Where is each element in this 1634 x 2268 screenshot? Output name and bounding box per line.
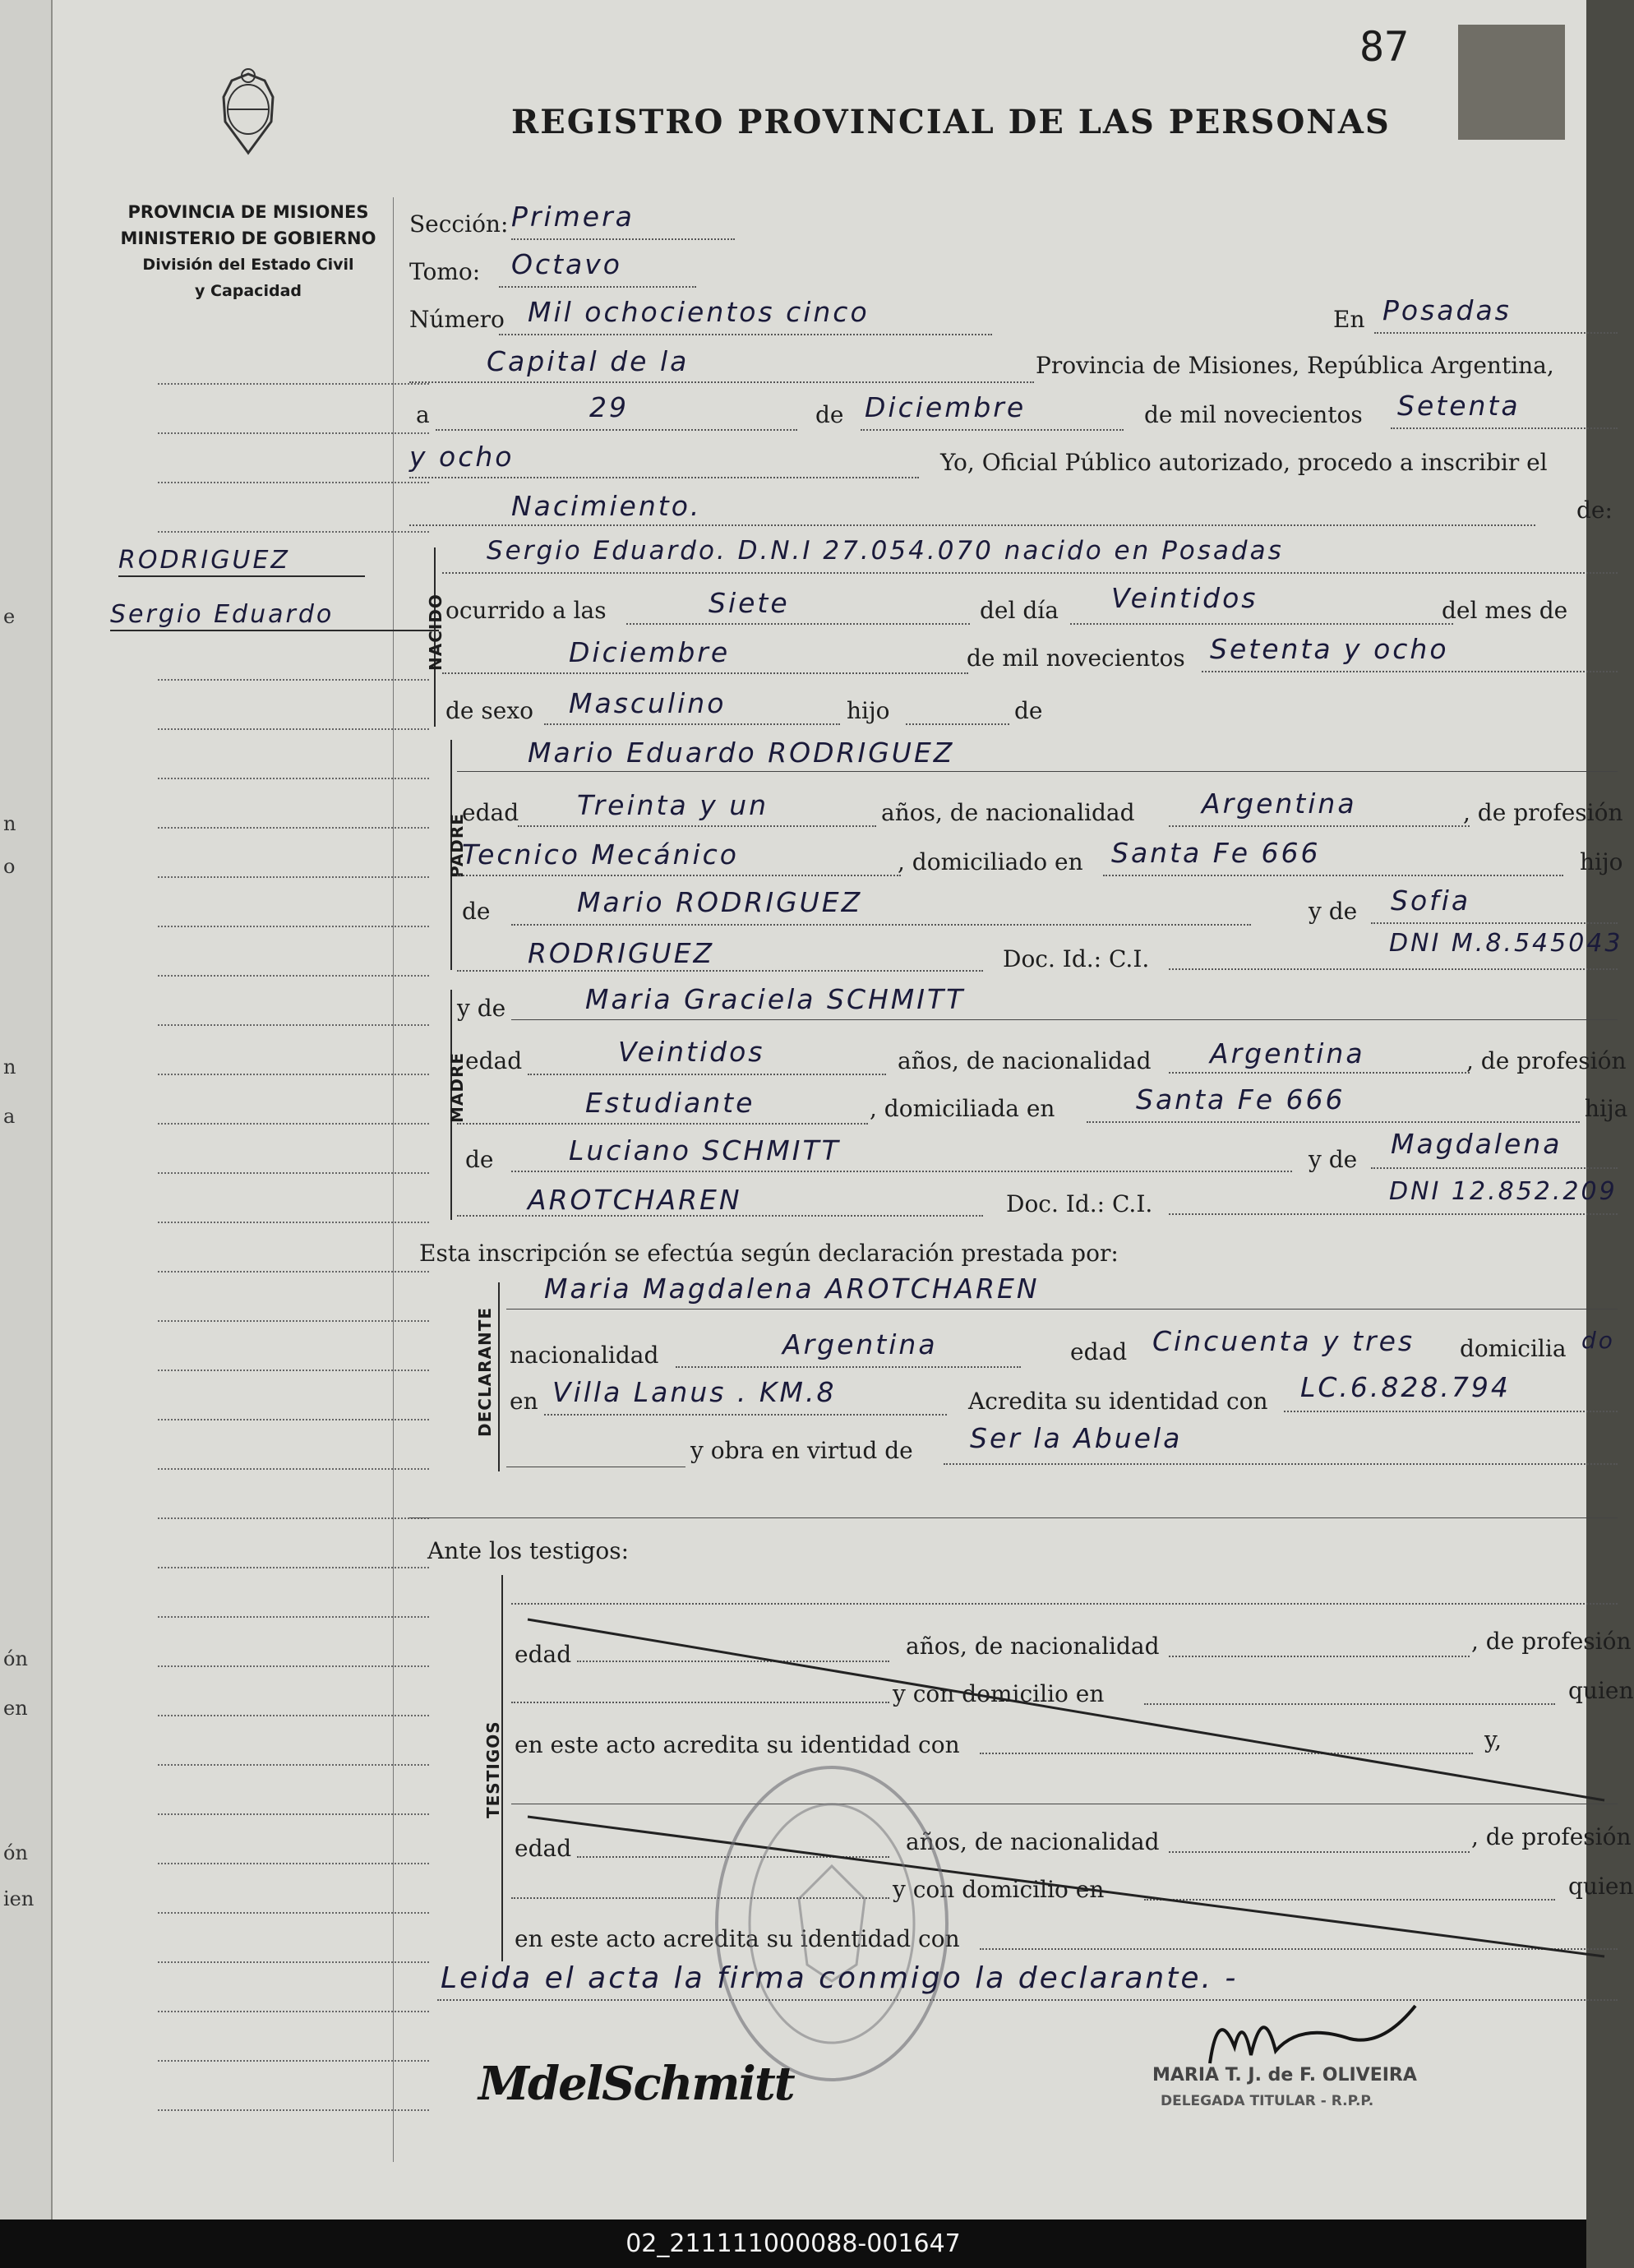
strike-line (528, 1619, 1604, 1800)
seccion-label: Sección: (409, 210, 509, 238)
strike-line (528, 1817, 1604, 1956)
field-line (511, 1603, 1618, 1605)
field-line (544, 1414, 947, 1416)
madre-band: MADRE (447, 1051, 467, 1123)
field-line (457, 875, 901, 876)
edad-label: edad (515, 1641, 572, 1668)
dia-value: Veintidos (1111, 582, 1258, 614)
image-caption: 02_211111000088-001647 (0, 2219, 1586, 2268)
margin-line (158, 1222, 429, 1223)
nacionalidad-value: Argentina (1210, 1037, 1365, 1069)
margin-line (158, 482, 429, 483)
field-line (906, 723, 1009, 725)
abuelo-value: Luciano SCHMITT (569, 1134, 841, 1166)
mes-value: Diciembre (569, 636, 731, 668)
margin-line (158, 1271, 429, 1273)
domicilio-value: Santa Fe 666 (1111, 837, 1321, 869)
domicilio-label: , domiciliada en (870, 1095, 1055, 1122)
testigos-intro: Ante los testigos: (427, 1537, 630, 1564)
abuela-apellido: AROTCHAREN (528, 1184, 742, 1216)
doc-value: DNI 12.852.209 (1389, 1177, 1618, 1206)
nacionalidad-value: Argentina (1202, 788, 1357, 820)
hija-label: hija (1585, 1095, 1628, 1122)
margin-underline (118, 575, 365, 577)
cierre-texto: Leida el acta la firma conmigo la declarante. - (441, 1961, 1239, 1995)
doc-label: Doc. Id.: C.I. (1003, 945, 1150, 972)
padre-nombre: Mario Eduardo RODRIGUEZ (528, 737, 955, 769)
anio-label: de mil novecientos (1144, 401, 1363, 428)
edad-label: edad (515, 1835, 572, 1862)
numero-value: Mil ochocientos cinco (528, 296, 870, 328)
profesion-value: Estudiante (585, 1087, 755, 1119)
abuela-value: Sofia (1391, 885, 1471, 917)
margin-line (158, 728, 429, 730)
profesion-label: , de profesión (1471, 1628, 1632, 1655)
field-line (457, 1215, 983, 1217)
nacionalidad-value: Argentina (782, 1328, 938, 1360)
de-label: de (1014, 697, 1043, 724)
margin-line (158, 1172, 429, 1174)
numero-label: Número (409, 306, 505, 333)
a-label: a (416, 401, 430, 428)
field-line (1070, 623, 1453, 625)
anio-value: Setenta (1397, 390, 1521, 422)
edad-value: Treinta y un (577, 789, 769, 821)
field-line (499, 334, 992, 335)
domicilio-label: domicilia (1460, 1335, 1567, 1362)
field-line (437, 1999, 1618, 2001)
document-title: REGISTRO PROVINCIAL DE LAS PERSONAS (511, 103, 1391, 141)
margin-line (158, 1863, 429, 1864)
margin-line (158, 1715, 429, 1716)
adjacent-text: en (3, 1697, 28, 1720)
anio-value: Setenta y ocho (1210, 633, 1449, 665)
margin-line (158, 1665, 429, 1667)
de-label: de (462, 898, 491, 925)
margin-line (158, 876, 429, 878)
field-line (511, 924, 1251, 926)
nacionalidad-label: nacionalidad (510, 1342, 659, 1369)
en-value: Posadas (1382, 294, 1512, 326)
field-line (457, 1123, 868, 1125)
field-line (1169, 1213, 1618, 1215)
margin-line (158, 778, 429, 779)
margin-line (158, 2060, 429, 2062)
hijo-label: hijo (847, 697, 890, 724)
field-line (1374, 332, 1618, 334)
provincia-text: Provincia de Misiones, República Argentina, (1036, 352, 1554, 379)
edad-value: Veintidos (618, 1036, 765, 1068)
field-line (676, 1366, 1021, 1368)
margin-line (158, 1468, 429, 1470)
edad-label: edad (1070, 1338, 1128, 1365)
acto-value: Nacimiento. (511, 490, 702, 522)
acredita-label: Acredita su identidad con (968, 1388, 1268, 1415)
adjacent-text: ien (3, 1887, 35, 1910)
margin-line (158, 1912, 429, 1914)
sexo-label: de sexo (445, 697, 533, 724)
declarante-nombre: Maria Magdalena AROTCHAREN (544, 1273, 1040, 1305)
field-line (1371, 1167, 1618, 1169)
de-label: de (815, 401, 844, 428)
domicilio-label: y con domicilio en (893, 1680, 1105, 1707)
documento-value: LC.6.828.794 (1300, 1371, 1511, 1403)
virtud-value: Ser la Abuela (970, 1422, 1183, 1454)
quien-label: quien (1568, 1677, 1634, 1704)
anio-value-cont: y ocho (409, 441, 515, 473)
margin-underline (110, 630, 439, 631)
abuela-apellido: RODRIGUEZ (528, 937, 715, 969)
page-number: 87 (1359, 23, 1410, 71)
margin-line (158, 679, 429, 681)
field-line (409, 381, 1034, 383)
margin-line (158, 1813, 429, 1815)
y-label: y, (1484, 1726, 1502, 1753)
profesion-label: , de profesión (1466, 1047, 1627, 1074)
nacionalidad-label: años, de nacionalidad (881, 799, 1135, 826)
document-page (51, 0, 1634, 2219)
field-line (436, 429, 797, 431)
field-line (1169, 968, 1618, 970)
abuelo-value: Mario RODRIGUEZ (577, 886, 863, 918)
margin-line (158, 975, 429, 977)
edad-label: edad (462, 799, 519, 826)
field-line (518, 825, 876, 827)
coat-of-arms-icon (207, 64, 289, 171)
yde-label: y de (1309, 1146, 1358, 1173)
del-dia-label: del día (980, 597, 1059, 624)
stamp-mark (1458, 25, 1565, 140)
abuela-value: Magdalena (1391, 1128, 1562, 1160)
madre-nombre: Maria Graciela SCHMITT (585, 983, 966, 1015)
field-line (1087, 1121, 1580, 1123)
acredita-label: en este acto acredita su identidad con (515, 1731, 960, 1758)
org-line: PROVINCIA DE MISIONES (127, 202, 369, 222)
margin-line (158, 2011, 429, 2012)
domicilio-value: Santa Fe 666 (1136, 1083, 1346, 1116)
edad-label: edad (465, 1047, 523, 1074)
margin-line (158, 531, 429, 533)
dia-value: 29 (589, 391, 629, 423)
field-line (944, 1463, 1618, 1465)
field-line (511, 1171, 1292, 1172)
de-label: de: (1576, 497, 1613, 524)
profesion-label: , de profesión (1471, 1823, 1632, 1850)
strike-lines (511, 1611, 1618, 1956)
obra-label: y obra en virtud de (690, 1437, 913, 1464)
field-line (1169, 825, 1470, 827)
field-line (506, 1309, 1618, 1310)
field-line (544, 723, 840, 725)
de-label: de (465, 1146, 494, 1173)
field-line (442, 672, 968, 674)
oficial-stamp: MARIA T. J. de F. OLIVEIRA (1152, 2065, 1417, 2086)
hijo-label: hijo (1580, 848, 1623, 875)
field-line (409, 477, 919, 478)
en-label: en (510, 1388, 538, 1415)
field-line (457, 970, 983, 972)
nacido-nombre: Sergio Eduardo. D.N.I 27.054.070 nacido en Posadas (487, 536, 1284, 566)
seccion-value: Primera (511, 201, 635, 233)
margin-line (158, 1764, 429, 1766)
margin-line (158, 827, 429, 829)
domicilio-suffix: do (1581, 1327, 1615, 1354)
domicilio-label: y con domicilio en (893, 1876, 1105, 1903)
org-line: MINISTERIO DE GOBIERNO (120, 229, 376, 248)
adjacent-text: o (3, 855, 16, 878)
margin-line (158, 432, 429, 434)
margin-surname: RODRIGUEZ (118, 546, 290, 575)
yde-label: y de (1309, 898, 1358, 925)
acredita-label: en este acto acredita su identidad con (515, 1925, 960, 1952)
adjacent-text: ón (3, 1647, 28, 1670)
oficial-text: Yo, Oficial Público autorizado, procedo a inscribir el (940, 449, 1548, 476)
quien-label: quien (1568, 1873, 1634, 1900)
field-line (1202, 671, 1618, 672)
field-line (1371, 922, 1618, 924)
margin-line (158, 1370, 429, 1371)
margin-divider (393, 197, 394, 2162)
field-line (442, 572, 1618, 574)
margin-line (158, 1517, 429, 1519)
margin-line (158, 1123, 429, 1125)
margin-line (158, 926, 429, 927)
margin-line (158, 1616, 429, 1618)
doc-value: DNI M.8.545043 (1389, 929, 1623, 958)
firma-declarante: MdelSchmitt (478, 2057, 794, 2111)
profesion-value: Tecnico Mecánico (462, 838, 739, 871)
tomo-value: Octavo (511, 248, 622, 280)
nacionalidad-label: años, de nacionalidad (906, 1828, 1160, 1855)
official-seal-icon (709, 1759, 955, 2088)
domicilio-value: Villa Lanus . KM.8 (552, 1376, 837, 1408)
margin-line (158, 2109, 429, 2111)
field-line (626, 623, 970, 625)
hora-value: Siete (709, 587, 790, 619)
nacionalidad-label: años, de nacionalidad (898, 1047, 1152, 1074)
org-line: División del Estado Civil (142, 256, 354, 274)
doc-label: Doc. Id.: C.I. (1006, 1190, 1153, 1217)
field-line (1103, 875, 1563, 876)
en-label: En (1333, 306, 1365, 333)
adjacent-page-strip (0, 0, 53, 2219)
yde-label: y de (457, 995, 506, 1022)
margin-line (158, 1074, 429, 1075)
ciudad-value: Capital de la (487, 345, 690, 377)
field-line (457, 771, 1618, 772)
margin-line (158, 1024, 429, 1026)
section-divider (409, 1517, 1618, 1518)
testigos-band: TESTIGOS (483, 1721, 503, 1818)
anio-label: de mil novecientos (967, 644, 1185, 672)
adjacent-text: n (3, 812, 16, 835)
margin-line (158, 383, 429, 385)
field-line (409, 524, 1535, 526)
issuing-office (100, 199, 396, 304)
field-line (511, 1019, 1618, 1020)
field-line (499, 286, 696, 288)
tomo-label: Tomo: (409, 258, 481, 285)
section-bracket (498, 1282, 500, 1471)
declarante-band: DECLARANTE (475, 1306, 495, 1437)
padre-band: PADRE (447, 813, 467, 878)
sexo-value: Masculino (569, 687, 727, 719)
margin-names: Sergio Eduardo (110, 600, 335, 629)
ocurrido-label: ocurrido a las (445, 597, 607, 624)
margin-line (158, 1419, 429, 1420)
adjacent-text: n (3, 1055, 16, 1079)
declarante-intro: Esta inscripción se efectúa según declaración prestada por: (419, 1240, 1119, 1267)
mes-value: Diciembre (865, 391, 1027, 423)
margin-line (158, 1320, 429, 1322)
profesion-label: , de profesión (1463, 799, 1623, 826)
margin-line (158, 1567, 429, 1568)
adjacent-text: ón (3, 1841, 28, 1864)
oficial-stamp-cargo: DELEGADA TITULAR - R.P.P. (1161, 2093, 1374, 2109)
nacionalidad-label: años, de nacionalidad (906, 1633, 1160, 1660)
field-line (511, 238, 735, 240)
field-line (1391, 427, 1618, 429)
adjacent-text: e (3, 605, 16, 628)
nacido-band: NACIDO (426, 594, 445, 671)
field-line (1169, 1072, 1470, 1074)
margin-line (158, 1961, 429, 1963)
del-mes-label: del mes de (1442, 597, 1568, 624)
domicilio-label: , domiciliado en (898, 848, 1083, 875)
org-line: y Capacidad (195, 282, 302, 300)
adjacent-text: a (3, 1105, 16, 1128)
field-line (1284, 1411, 1618, 1412)
field-line (861, 429, 1124, 431)
edad-value: Cincuenta y tres (1152, 1325, 1415, 1357)
field-line (528, 1074, 886, 1075)
